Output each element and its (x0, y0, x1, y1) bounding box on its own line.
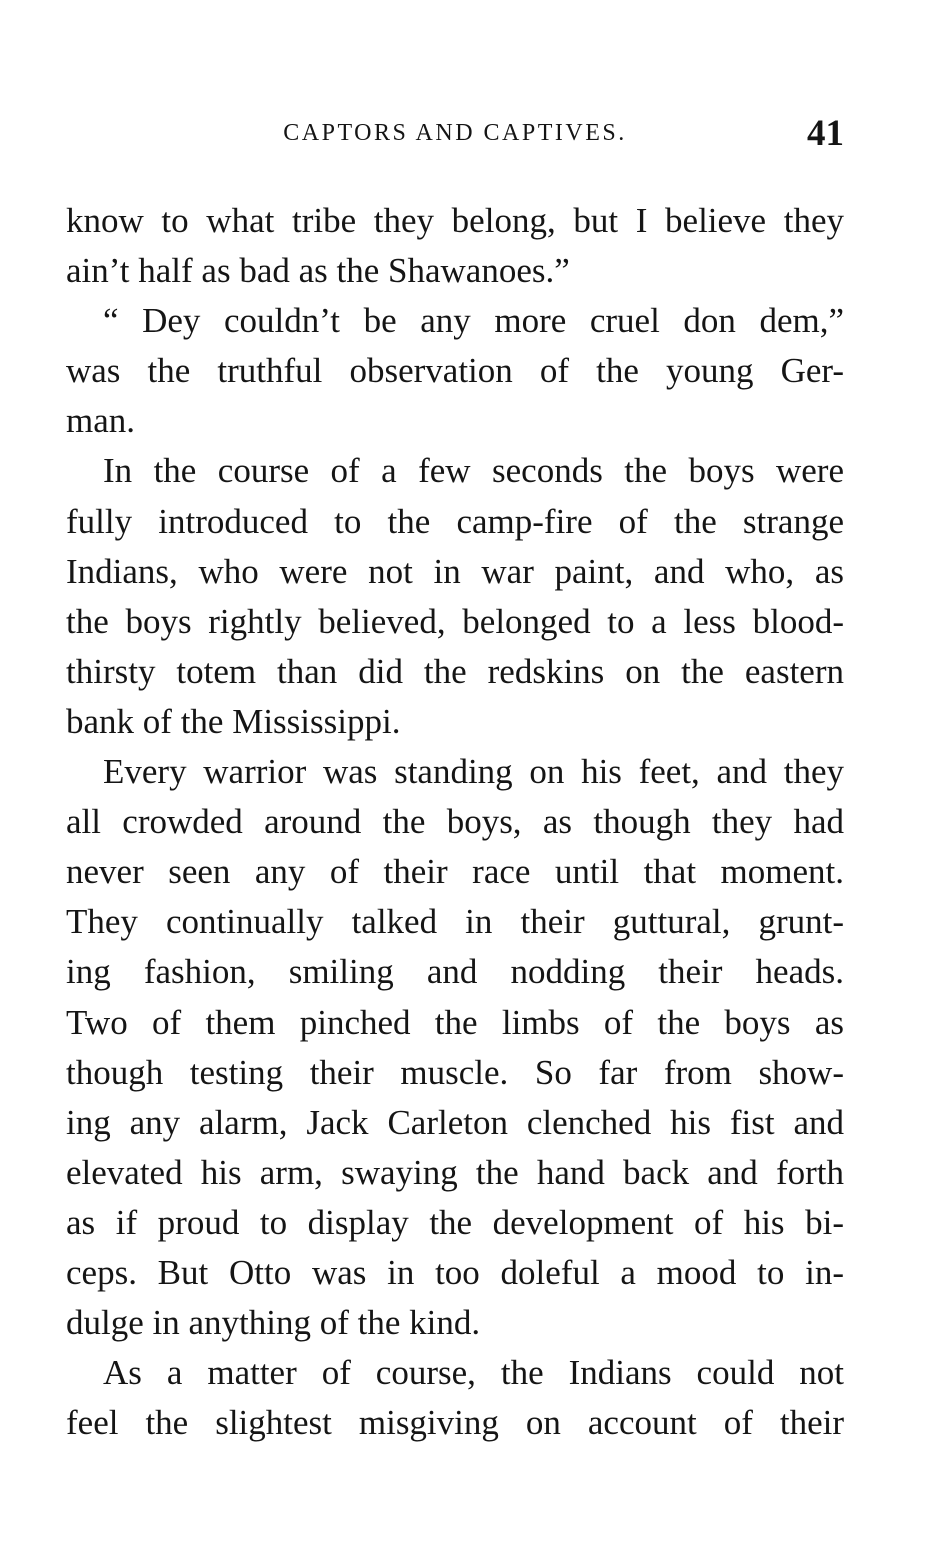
text-line: Every warrior was standing on his feet, and they (103, 752, 844, 792)
text-line: dulge in anything of the kind. (66, 1303, 481, 1343)
text-line: “ Dey couldn’t be any more cruel don dem,” (103, 301, 844, 341)
page-number: 41 (807, 113, 844, 154)
text-line: know to what tribe they belong, but I believe they (66, 201, 844, 240)
text-line: was the truthful observation of the young Ger- (66, 351, 844, 391)
text-line: In the course of a few seconds the boys were (103, 451, 844, 491)
text-line: Two of them pinched the limbs of the boys as (66, 1002, 844, 1042)
text-line: elevated his arm, swaying the hand back and forth (66, 1152, 844, 1192)
running-title: CAPTORS AND CAPTIVES. (283, 120, 627, 146)
text-line: ing fashion, smiling and nodding their heads. (66, 952, 844, 992)
text-line: all crowded around the boys, as though they had (66, 802, 844, 842)
text-line: Indians, who were not in war paint, and who, as (66, 551, 844, 591)
text-line: fully introduced to the camp-fire of the strange (66, 501, 844, 541)
text-line: as if proud to display the development of his bi- (66, 1202, 844, 1242)
text-line: ing any alarm, Jack Carleton clenched his fist and (66, 1102, 844, 1142)
running-head (66, 112, 844, 160)
text-line: bank of the Mississippi. (66, 701, 401, 741)
text-line: ain’t half as bad as the Shawanoes.” (66, 251, 570, 291)
body-text (66, 196, 844, 1448)
text-line: man. (66, 401, 136, 441)
text-line: ceps. But Otto was in too doleful a mood to in- (66, 1252, 844, 1292)
text-line: never seen any of their race until that moment. (66, 852, 844, 892)
text-line: As a matter of course, the Indians could not (103, 1353, 844, 1393)
text-line: thirsty totem than did the redskins on the eastern (66, 651, 844, 691)
text-line: though testing their muscle. So far from show- (66, 1052, 844, 1092)
text-line: They continually talked in their guttural, grunt- (66, 902, 844, 942)
text-line: the boys rightly believed, belonged to a less blood- (66, 601, 844, 641)
text-line: feel the slightest misgiving on account of their (66, 1403, 844, 1443)
